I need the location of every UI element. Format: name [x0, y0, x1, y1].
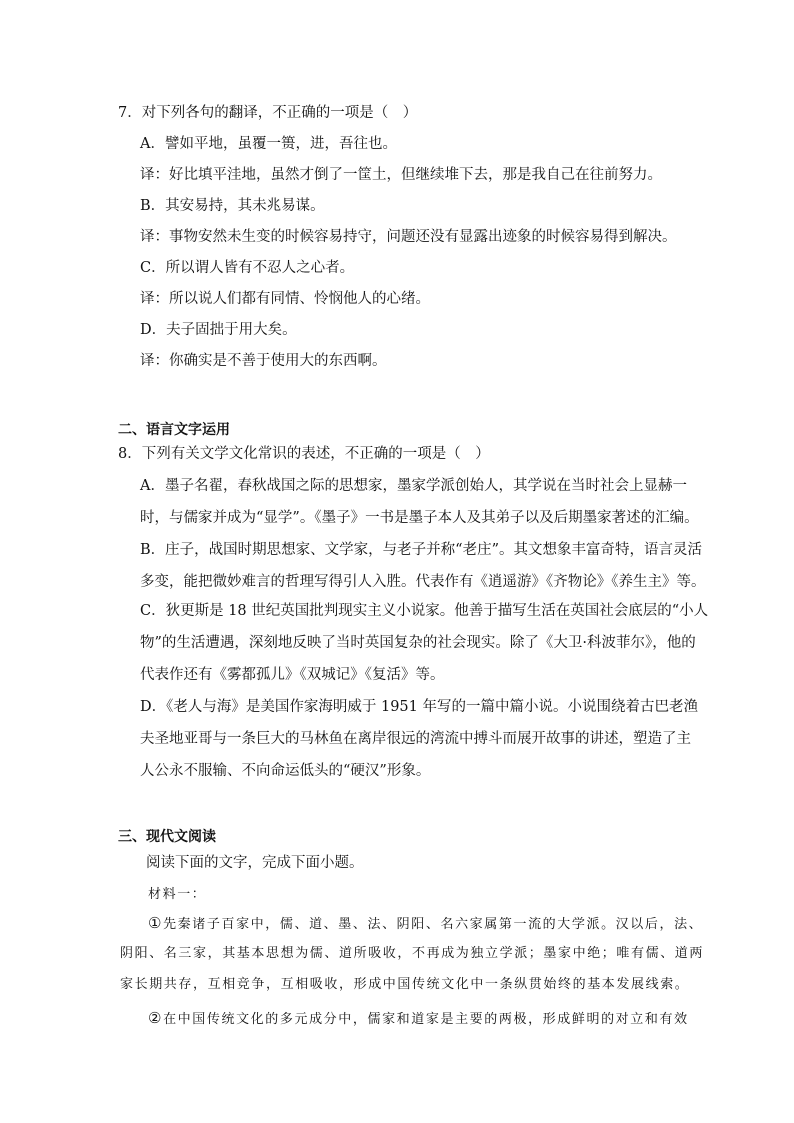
q8-option-c-line2: 物”的生活遭遇，深刻地反映了当时英国复杂的社会现实。除了《大卫·科波菲尔》，他的 [140, 635, 696, 651]
q8-option-c-line3: 代表作还有《雾都孤儿》《双城记》《复活》等。 [140, 667, 445, 683]
paragraph-2-text-1: 在中国传统文化的多元成分中，儒家和道家是主要的两极，形成鲜明的对立和有效 [163, 1012, 689, 1027]
paragraph-1-line2: 阴阳、名三家，其基本思想为儒、道所吸收，不再成为独立学派；墨家中绝；唯有儒、道两 [120, 946, 705, 961]
q8-option-b-line2: 多变，能把微妙难言的哲理写得引人入胜。代表作有《逍遥游》《齐物论》《养生主》等。 [140, 574, 706, 590]
q8-option-c-line1: C．狄更斯是 18 世纪英国批判现实主义小说家。他善于描写生活在英国社会底层的“小人 [140, 603, 709, 619]
q7-option-d: D．夫子固拙于用大矣。 [140, 322, 297, 338]
q8-option-b-line1: B．庄子，战国时期思想家、文学家，与老子并称“老庄”。其文想象丰富奇特，语言灵活 [140, 542, 702, 558]
q8-option-d-line2: 夫圣地亚哥与一条巨大的马林鱼在离岸很远的湾流中搏斗而展开故事的讲述，塑造了主 [140, 731, 691, 747]
paragraph-2-line1 [148, 1008, 689, 1030]
q8-option-a-line2: 时，与儒家并成为“显学”。《墨子》一书是墨子本人及其弟子以及后期墨家著述的汇编。 [140, 510, 699, 526]
q7-option-b-translation: 译：事物安然未生变的时候容易持守，问题还没有显露出迹象的时候容易得到解决。 [140, 229, 677, 245]
q7-option-a: A．譬如平地，虽覆一篑，进，吾往也。 [140, 136, 397, 152]
q7-option-c: C．所以谓人皆有不忍人之心者。 [140, 260, 355, 276]
paragraph-1-line1 [148, 913, 703, 935]
paragraph-1-text-1: 先秦诸子百家中，儒、道、墨、法、阴阳、名六家属第一流的大学派。汉以后，法、 [163, 917, 704, 932]
question-8-stem: 8．下列有关文学文化常识的表述，不正确的一项是（ ） [118, 446, 490, 462]
paragraph-1-number: ① [148, 914, 164, 932]
q8-option-a-line1: A．墨子名翟，春秋战国之际的思想家，墨家学派创始人，其学说在当时社会上显赫一 [140, 478, 687, 494]
q7-option-a-translation: 译：好比填平洼地，虽然才倒了一筐土，但继续堆下去，那是我自己在往前努力。 [140, 167, 662, 183]
section-3-title: 三、现代文阅读 [118, 829, 216, 845]
q7-option-c-translation: 译：所以说人们都有同情、怜悯他人的心绪。 [140, 291, 430, 307]
q7-option-b: B．其安易持，其未兆易谋。 [140, 198, 325, 214]
reading-intro: 阅读下面的文字，完成下面小题。 [146, 855, 364, 871]
q8-option-d-line1: D．《老人与海》是美国作家海明威于 1951 年写的一篇中篇小说。小说围绕着古巴老渔 [140, 699, 698, 715]
q8-option-d-line3: 人公永不服输、不向命运低头的“硬汉”形象。 [140, 763, 431, 779]
question-7-stem: 7．对下列各句的翻译，不正确的一项是（ ） [118, 105, 418, 121]
paragraph-2-number: ② [148, 1009, 164, 1027]
q7-option-d-translation: 译：你确实是不善于使用大的东西啊。 [140, 353, 387, 369]
paragraph-1-line3: 家长期共存，互相竞争，互相吸收，形成中国传统文化中一条纵贯始终的基本发展线索。 [120, 977, 690, 992]
material-label: 材料一： [148, 887, 207, 902]
section-2-title: 二、语言文字运用 [118, 422, 230, 438]
